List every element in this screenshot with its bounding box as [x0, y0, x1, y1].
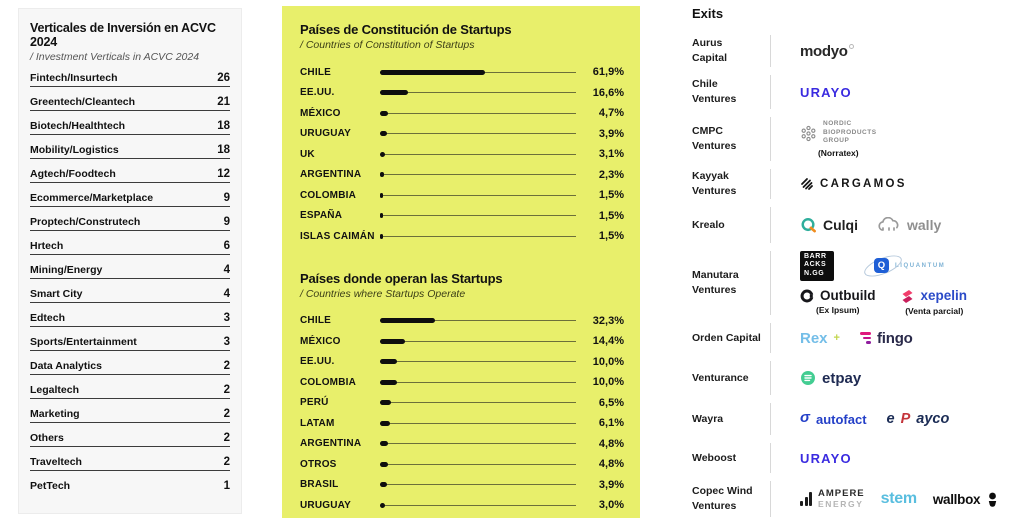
- table-row: Marketing 2: [30, 408, 230, 423]
- table-row: Data Analytics 2: [30, 360, 230, 375]
- logo-autofact: σ autofact: [800, 408, 867, 427]
- chart-title: Países donde operan las Startups: [300, 270, 503, 286]
- logo-cell: [770, 165, 1014, 203]
- logo-xepelin: xepelin (Venta parcial): [901, 288, 967, 316]
- exit-row-aurus-capital: [692, 31, 1014, 71]
- logo-cell: [770, 319, 1014, 357]
- bar: [380, 151, 580, 158]
- firm-name: Orden Capital: [692, 331, 761, 344]
- bar: [380, 440, 580, 447]
- logo-modyo: modyo: [800, 42, 848, 60]
- bar: [380, 110, 580, 117]
- logo-fingo: fingo: [860, 330, 913, 347]
- bar: [380, 338, 580, 345]
- bar-row: ESPAÑA 1,5%: [300, 209, 624, 222]
- table-row: Smart City 4: [30, 288, 230, 303]
- table-row: Sports/Entertainment 3: [30, 336, 230, 351]
- logo-cell: [770, 247, 1014, 319]
- exit-row-cmpc-ventures: [692, 113, 1014, 165]
- logo-epayco: e P ayco: [886, 411, 950, 427]
- logo-cell: [770, 439, 1014, 477]
- exit-row-manutara-ventures: [692, 247, 1014, 319]
- verticals-list: [30, 72, 230, 494]
- logo-cell: [770, 31, 1014, 71]
- culqi-q-icon: [800, 217, 817, 234]
- table-row: Biotech/Healthtech 18: [30, 120, 230, 135]
- bar-row: URUGUAY 3,9%: [300, 127, 624, 140]
- logo-caption: (Venta parcial): [905, 305, 964, 316]
- bar: [380, 130, 580, 137]
- bar-row: URUGUAY 3,0%: [300, 499, 624, 512]
- bar-row: UK 3,1%: [300, 148, 624, 161]
- exit-row-krealo: [692, 203, 1014, 247]
- logo-barracks-gg: BARR ACKS N.GG: [800, 251, 834, 281]
- bar: [380, 420, 580, 427]
- exit-row-wayra: [692, 399, 1014, 439]
- xepelin-icon: [901, 288, 914, 304]
- bar-row: EE.UU. 16,6%: [300, 86, 624, 99]
- logo-cell: [770, 113, 1014, 165]
- ampere-bars-icon: [800, 492, 812, 506]
- table-row: Hrtech 6: [30, 240, 230, 255]
- fingo-lines-icon: [860, 332, 871, 343]
- firm-name: Chile Ventures: [692, 78, 737, 105]
- operating-countries-chart: [300, 271, 624, 516]
- wally-elephant-icon: [878, 217, 901, 233]
- chart-rows: [300, 311, 624, 516]
- liquantum-q-icon: Q: [874, 258, 889, 273]
- exit-row-weboost: [692, 439, 1014, 477]
- rex-plus-sign: +: [833, 332, 840, 344]
- logo-caption: (Ex Ipsum): [816, 305, 860, 315]
- countries-charts-panel: [282, 6, 640, 518]
- firm-name: Aurus Capital: [692, 37, 728, 64]
- firm-name: Copec Wind Ventures: [692, 485, 753, 512]
- chart-title: Países de Constitución de Startups: [300, 22, 512, 37]
- outbuild-icon: [800, 289, 814, 303]
- exits-panel: [692, 6, 1014, 521]
- exits-title: Exits: [692, 6, 724, 21]
- logo-cell: [770, 71, 1014, 113]
- firm-name: CMPC Ventures: [692, 125, 737, 152]
- bar: [380, 69, 580, 76]
- bar: [380, 171, 580, 178]
- bar: [380, 233, 580, 240]
- exit-row-kayyak-ventures: [692, 165, 1014, 203]
- exit-row-chile-ventures: [692, 71, 1014, 113]
- logo-wally: wally: [878, 217, 941, 233]
- chart-subtitle: / Countries of Constitution of Startups: [300, 39, 475, 51]
- logo-cell: [770, 477, 1014, 521]
- bar-row: MÉXICO 14,4%: [300, 335, 624, 348]
- chart-subtitle: / Countries where Startups Operate: [300, 287, 466, 300]
- logo-cargamos: CARGAMOS: [800, 177, 907, 191]
- bar: [380, 192, 580, 199]
- firm-name: Manutara Ventures: [692, 269, 739, 296]
- firm-name: Weboost: [692, 451, 737, 464]
- logo-cell: [770, 357, 1014, 399]
- chart-rows: [300, 62, 624, 247]
- bar-row: MÉXICO 4,7%: [300, 107, 624, 120]
- constitution-countries-chart: [300, 22, 624, 247]
- logo-liquantum: Q LIQUANTUM: [874, 258, 945, 273]
- bar-row: OTROS 4,8%: [300, 458, 624, 471]
- wallbox-icon: [986, 492, 999, 507]
- bar-row: ARGENTINA 4,8%: [300, 437, 624, 450]
- bar-row: EE.UU. 10,0%: [300, 355, 624, 368]
- bar: [380, 502, 580, 509]
- firm-name: Kayyak Ventures: [692, 170, 737, 197]
- etpay-icon: [800, 370, 816, 386]
- logo-stem: stem: [880, 490, 917, 507]
- firm-name: Krealo: [692, 218, 725, 231]
- table-row: Greentech/Cleantech 21: [30, 96, 230, 111]
- firm-name: Wayra: [692, 412, 724, 425]
- logo-culqi: Culqi: [800, 217, 858, 234]
- nordic-molecule-icon: [800, 125, 817, 142]
- bar-row: ISLAS CAIMÁN 1,5%: [300, 230, 624, 243]
- bar: [380, 481, 580, 488]
- table-row: Agtech/Foodtech 12: [30, 168, 230, 183]
- table-row: Legaltech 2: [30, 384, 230, 399]
- table-row: Traveltech 2: [30, 456, 230, 471]
- logo-outbuild: Outbuild (Ex Ipsum): [800, 288, 875, 315]
- logo-cell: [770, 203, 1014, 247]
- table-row: Mining/Energy 4: [30, 264, 230, 279]
- bar: [380, 399, 580, 406]
- cargamos-slashes-icon: [800, 177, 814, 191]
- logo-urayo: URAYO: [800, 450, 852, 466]
- bar-row: CHILE 32,3%: [300, 314, 624, 327]
- logo-wallbox: wallbox: [933, 492, 999, 507]
- exit-row-copec-wind-ventures: [692, 477, 1014, 521]
- bar: [380, 358, 580, 365]
- table-row: Edtech 3: [30, 312, 230, 327]
- logo-rex-plus: Rex +: [800, 329, 840, 347]
- table-row: Fintech/Insurtech 26: [30, 72, 230, 87]
- autofact-sigma-icon: σ: [800, 408, 810, 426]
- logo-cell: [770, 399, 1014, 439]
- verticals-title: Verticales de Inversión en ACVC 2024: [30, 21, 216, 49]
- logo-ampere-energy: AMPERE ENERGY: [800, 489, 865, 509]
- bar-row: LATAM 6,1%: [300, 417, 624, 430]
- logo-etpay: etpay: [800, 370, 861, 387]
- bar-row: PERÚ 6,5%: [300, 396, 624, 409]
- table-row: Proptech/Construtech 9: [30, 216, 230, 231]
- verticals-subtitle: / Investment Verticals in ACVC 2024: [30, 51, 200, 63]
- table-row: Others 2: [30, 432, 230, 447]
- bar-row: CHILE 61,9%: [300, 66, 624, 79]
- bar: [380, 89, 580, 96]
- logo-caption: (Norratex): [817, 147, 859, 158]
- investment-verticals-panel: [18, 8, 242, 514]
- bar-row: BRASIL 3,9%: [300, 478, 624, 491]
- firm-name: Venturance: [692, 371, 749, 384]
- bar-row: COLOMBIA 1,5%: [300, 189, 624, 202]
- logo-nordic-bioproducts: NORDIC BIOPRODUCTS GROUP (Norratex): [800, 120, 877, 157]
- table-row: Ecommerce/Marketplace 9: [30, 192, 230, 207]
- table-row: Mobility/Logistics 18: [30, 144, 230, 159]
- bar: [380, 461, 580, 468]
- exit-row-venturance: [692, 357, 1014, 399]
- bar-row: ARGENTINA 2,3%: [300, 168, 624, 181]
- bar: [380, 379, 580, 386]
- bar-row: COLOMBIA 10,0%: [300, 376, 624, 389]
- bar: [380, 212, 580, 219]
- exit-row-orden-capital: [692, 319, 1014, 357]
- table-row: PetTech 1: [30, 480, 230, 492]
- bar: [380, 317, 580, 324]
- logo-urayo: URAYO: [800, 84, 852, 100]
